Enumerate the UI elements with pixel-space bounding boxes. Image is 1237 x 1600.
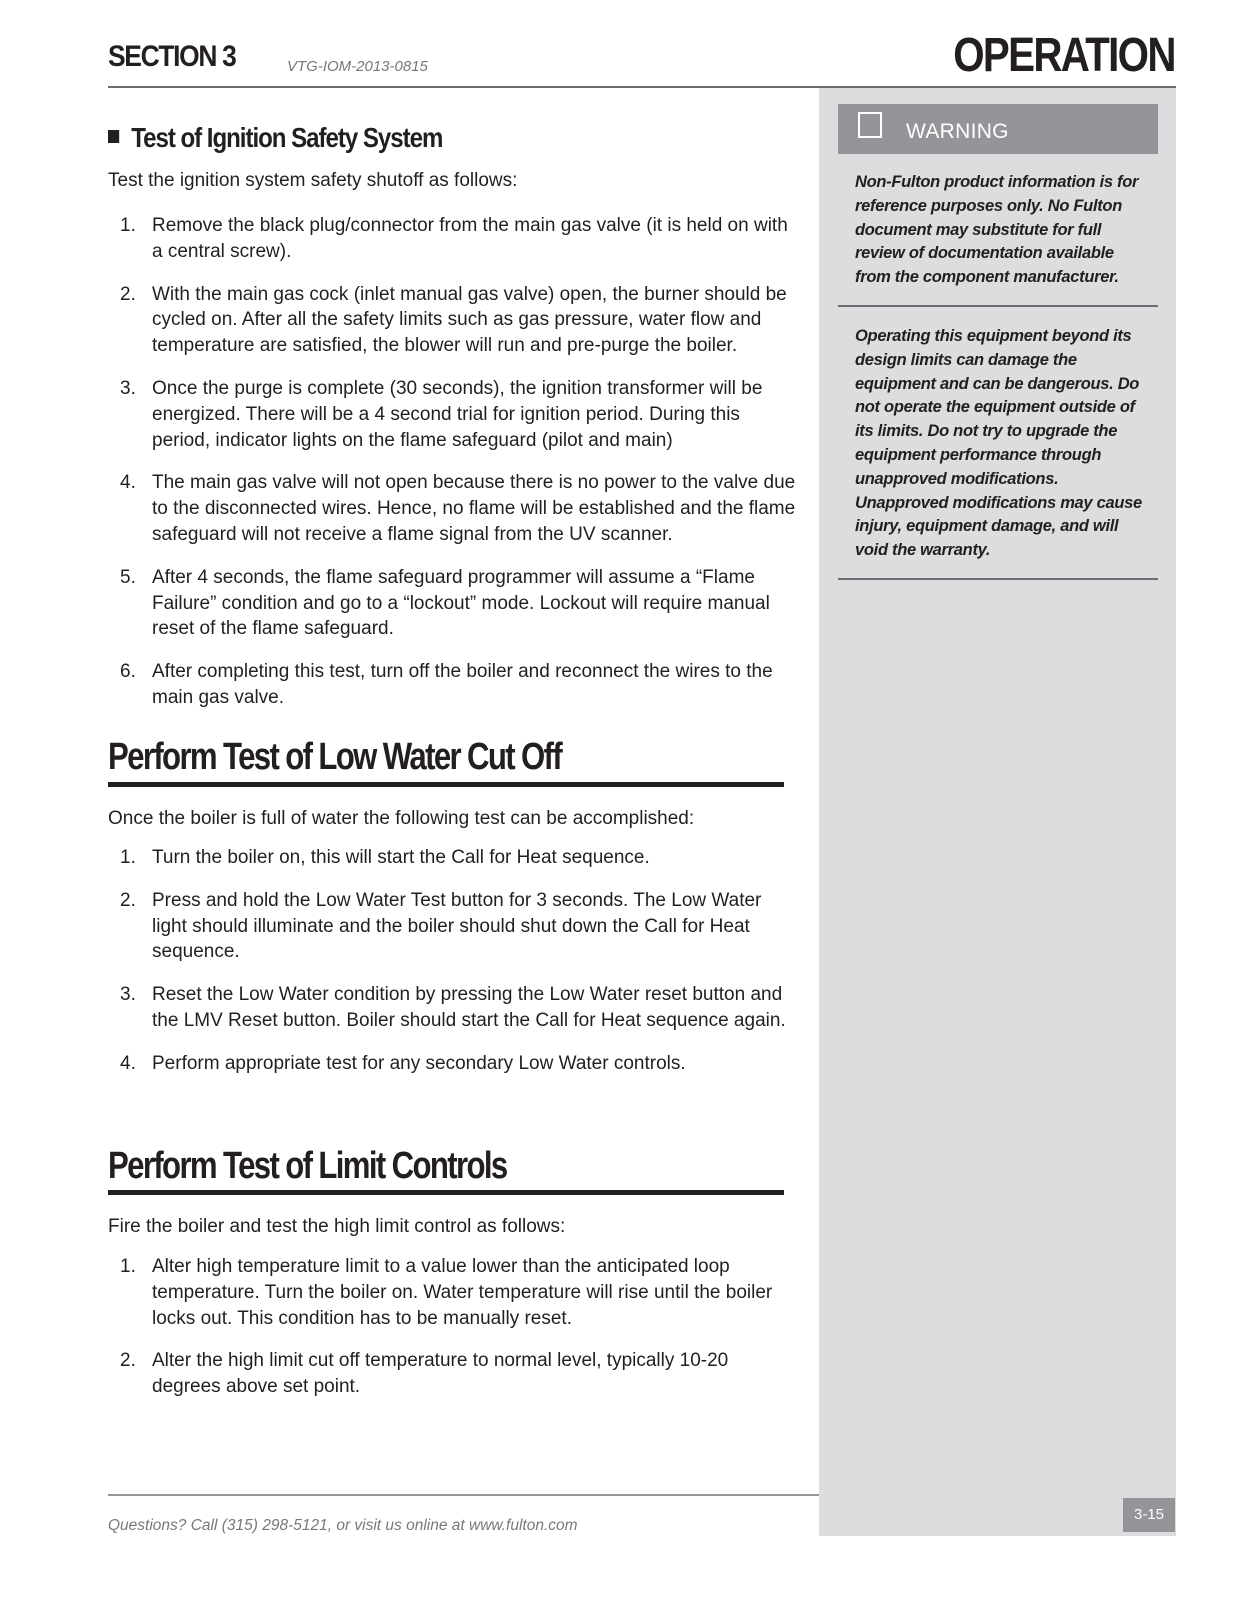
step-number: 4. <box>120 1052 136 1074</box>
limit-test-intro: Fire the boiler and test the high limit control as follows: <box>108 1216 566 1237</box>
list-item <box>108 565 798 642</box>
step-number: 1. <box>120 847 136 868</box>
warning-label: WARNING <box>906 120 1009 143</box>
list-item <box>108 845 798 871</box>
list-item <box>108 1348 798 1400</box>
section-label: SECTION 3 <box>108 40 236 73</box>
ignition-test-title: Test of Ignition Safety System <box>131 122 443 153</box>
footer-contact: Questions? Call (315) 298-5121, or visit us online at www.fulton.com <box>108 1517 578 1534</box>
step-text: With the main gas cock (inlet manual gas valve) open, the burner should be cycled on. After all the safety limits such as gas pressure, water flow and temperature are satisfied, the blower will run and pre-purge the boiler. <box>152 283 787 357</box>
low-water-test-steps <box>108 845 798 1077</box>
limit-test-title: Perform Test of Limit Controls <box>108 1145 507 1187</box>
limit-test-steps <box>108 1254 798 1400</box>
step-number: 2. <box>120 1350 136 1372</box>
square-bullet-icon <box>108 130 119 143</box>
step-number: 1. <box>120 1256 136 1277</box>
list-item <box>108 282 798 359</box>
list-item <box>108 659 798 711</box>
warning-checkbox-icon <box>858 112 882 138</box>
step-text: Perform appropriate test for any secondary Low Water controls. <box>152 1052 686 1074</box>
step-number: 2. <box>120 283 136 305</box>
step-text: Alter the high limit cut off temperature to normal level, typically 10-20 degrees above set point. <box>152 1350 729 1398</box>
list-item <box>108 1051 798 1077</box>
step-text: The main gas valve will not open because there is no power to the valve due to the disconnected wires. Hence, no flame will be established and the flame safeguard will not receive a flame signal from the UV scanner. <box>152 472 796 545</box>
step-text: Turn the boiler on, this will start the Call for Heat sequence. <box>152 847 650 868</box>
low-water-test-intro: Once the boiler is full of water the following test can be accomplished: <box>108 808 695 829</box>
document-code: VTG-IOM-2013-0815 <box>287 58 428 75</box>
ignition-test-heading <box>108 122 442 154</box>
ignition-test-intro: Test the ignition system safety shutoff as follows: <box>108 170 518 191</box>
step-text: After 4 seconds, the flame safeguard programmer will assume a “Flame Failure” condition and go to a “lockout” mode. Lockout will require manual reset of the flame safeguard. <box>152 566 770 640</box>
step-text: After completing this test, turn off the boiler and reconnect the wires to the main gas valve. <box>152 661 773 708</box>
list-item <box>108 1254 798 1331</box>
list-item <box>108 213 798 265</box>
step-text: Remove the black plug/connector from the main gas valve (it is held on with a central screw). <box>152 215 788 262</box>
list-item <box>108 470 798 547</box>
step-number: 2. <box>120 889 136 911</box>
heading-divider <box>108 782 784 787</box>
warning-note-reference: Non-Fulton product information is for reference purposes only. No Fulton document may substitute for full review of documentation available from the component manufacturer. <box>855 173 1139 287</box>
step-number: 6. <box>120 661 136 683</box>
list-item <box>108 982 798 1034</box>
page-header <box>0 0 1237 92</box>
step-text: Alter high temperature limit to a value lower than the anticipated loop temperature. Turn the boiler on. Water temperature will rise until the boiler locks out. This condition has to be manually reset. <box>152 1256 773 1329</box>
warning-note-design-limits: Operating this equipment beyond its design limits can damage the equipment and can be dangerous. Do not operate the equipment outside of its limits. Do not try to upgrade the equipment performance through unapproved modifications. Unapproved modifications may cause injury, equipment damage, and will void the warranty. <box>855 327 1142 560</box>
low-water-test-title: Perform Test of Low Water Cut Off <box>108 736 562 778</box>
step-number: 3. <box>120 984 136 1006</box>
footer-divider <box>108 1494 819 1496</box>
sidebar-divider <box>838 578 1158 580</box>
step-text: Press and hold the Low Water Test button for 3 seconds. The Low Water light should illuminate and the boiler should shut down the Call for Heat sequence. <box>152 889 762 963</box>
list-item <box>108 888 798 965</box>
step-text: Reset the Low Water condition by pressing the Low Water reset button and the LMV Reset button. Boiler should start the Call for Heat sequence again. <box>152 984 786 1031</box>
chapter-title: OPERATION <box>953 29 1175 82</box>
step-text: Once the purge is complete (30 seconds), the ignition transformer will be energized. There will be a 4 second trial for ignition period. During this period, indicator lights on the flame safeguard (pilot and main) <box>152 377 763 451</box>
list-item <box>108 376 798 453</box>
step-number: 1. <box>120 215 136 236</box>
step-number: 5. <box>120 566 136 588</box>
step-number: 4. <box>120 472 136 494</box>
step-number: 3. <box>120 377 136 399</box>
sidebar-divider <box>838 305 1158 307</box>
ignition-test-steps <box>108 213 798 711</box>
heading-divider <box>108 1190 784 1195</box>
page-number: 3-15 <box>1123 1498 1175 1532</box>
